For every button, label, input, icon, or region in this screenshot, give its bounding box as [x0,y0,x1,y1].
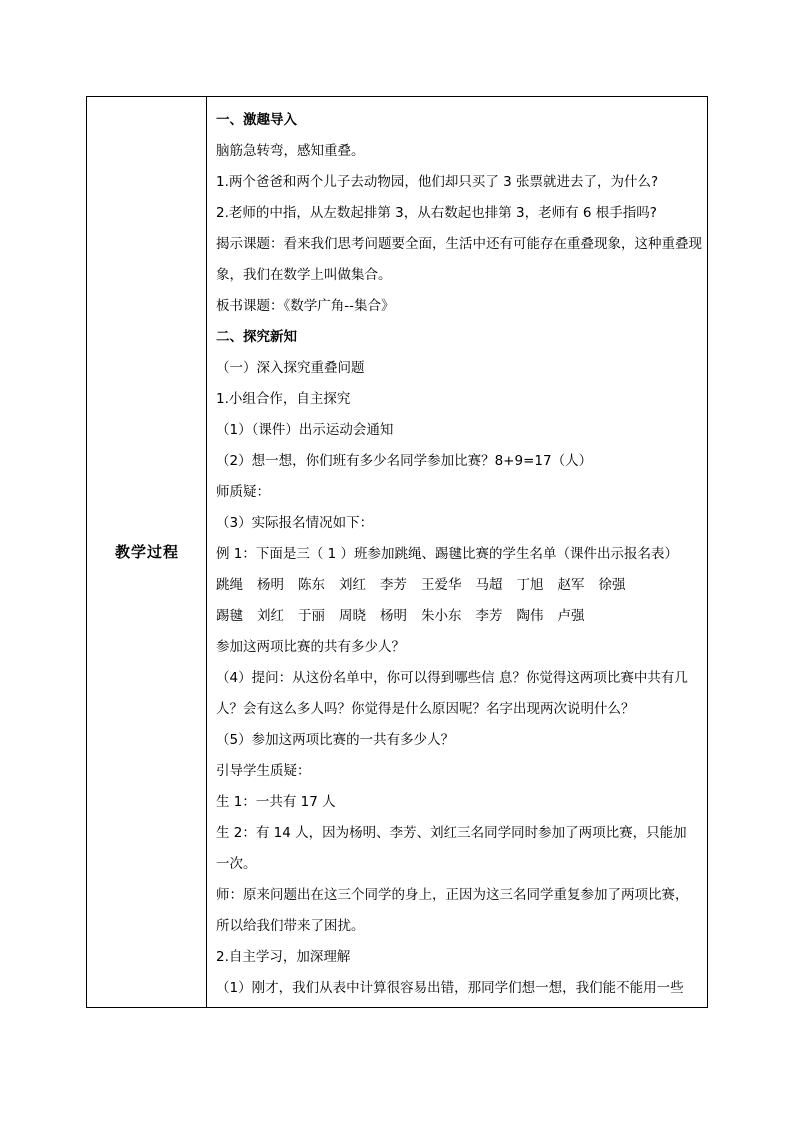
student-name: 陈东 [298,577,325,593]
text-line: 象，我们在数学上叫做集合。 [216,267,392,283]
text-line: （3）实际报名情况如下： [216,515,374,531]
content-column [208,97,707,1007]
text-line: （一）深入探究重叠问题 [216,360,365,376]
lesson-plan-table [86,96,708,1008]
event-name: 踢毽 [216,608,243,624]
text-line: 1.小组合作，自主探究 [216,391,351,407]
text-line: 例 1：下面是三（ 1 ）班参加跳绳、踢毽比赛的学生名单（课件出示报名表） [216,546,679,562]
text-line: 揭示课题：看来我们思考问题要全面，生活中还有可能存在重叠现象，这种重叠现 [216,236,702,252]
student-name: 李芳 [380,577,407,593]
student-name: 丁旭 [516,577,544,593]
text-line: 2.老师的中指，从左数起排第 3，从右数起也排第 3，老师有 6 根手指吗? [216,205,657,221]
text-line: （1）刚才，我们从表中计算很容易出错，那同学们想一想，我们能不能用一些 [216,980,684,996]
text-line: 人？会有这么多人吗？你觉得是什么原因呢？名字出现两次说明什么？ [216,701,635,717]
student-name: 刘红 [257,608,284,624]
student-name: 朱小东 [421,608,462,624]
text-line: 参加这两项比赛的共有多少人？ [216,639,405,655]
student-name: 马超 [475,577,503,593]
text-line: （4）提问：从这份名单中，你可以得到哪些信 息？你觉得这两项比赛中共有几 [216,670,688,686]
student-name: 杨明 [257,577,284,593]
event-name: 跳绳 [216,577,243,593]
text-line: 生 2：有 14 人，因为杨明、李芳、刘红三名同学同时参加了两项比赛，只能加 [216,825,687,841]
text-line: （5）参加这两项比赛的一共有多少人？ [216,732,455,748]
text-line: 一次。 [216,856,257,872]
student-name: 周晓 [339,608,366,624]
name-list-row [216,601,703,632]
text-line: 所以给我们带来了困扰。 [216,918,365,934]
student-name: 卢强 [557,608,585,624]
student-name: 陶伟 [516,608,544,624]
text-line: 生 1：一共有 17 人 [216,794,336,810]
name-list-row [216,570,703,601]
section-label: 教学过程 [114,543,179,561]
student-name: 李芳 [475,608,503,624]
student-name: 赵军 [557,577,585,593]
student-name: 王爱华 [421,577,462,593]
text-line: 师质疑： [216,484,270,500]
student-name: 于丽 [298,608,325,624]
section-heading: 一、激趣导入 [216,112,297,128]
text-line: 2.自主学习，加深理解 [216,949,351,965]
label-column [87,97,207,1007]
text-line: 板书课题：《数学广角--集合》 [216,298,395,314]
text-line: 脑筋急转弯，感知重叠。 [216,143,365,159]
text-line: 1.两个爸爸和两个儿子去动物园，他们却只买了 3 张票就进去了，为什么? [216,174,659,190]
student-name: 杨明 [380,608,407,624]
student-name: 徐强 [598,577,626,593]
text-line: （1）（课件）出示运动会通知 [216,422,394,438]
text-line: （2）想一想，你们班有多少名同学参加比赛？8+9=17（人） [216,453,593,469]
student-name: 刘红 [339,577,366,593]
text-line: 引导学生质疑： [216,763,311,779]
section-heading: 二、探究新知 [216,329,297,345]
text-line: 师：原来问题出在这三个同学的身上，正因为这三名同学重复参加了两项比赛， [216,887,689,903]
